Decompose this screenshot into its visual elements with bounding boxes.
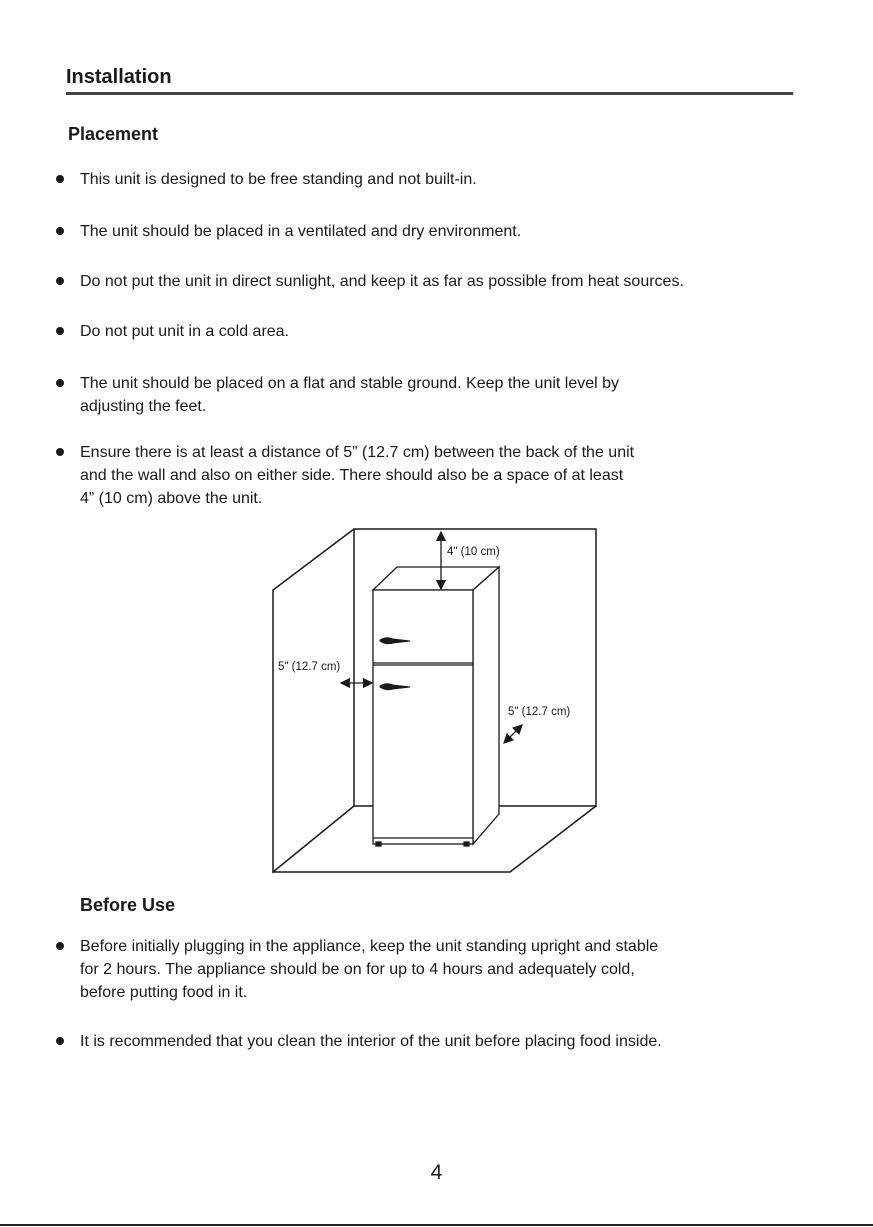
bullet-dot xyxy=(56,227,64,235)
placement-bullet-1 xyxy=(56,168,816,191)
bottom-border xyxy=(0,1224,873,1226)
foot xyxy=(376,842,381,846)
placement-bullet-5 xyxy=(56,372,816,418)
back-clearance-label: 5" (12.7 cm) xyxy=(508,706,571,718)
before-use-bullet-text: Before initially plugging in the appliance, keep the unit standing upright and stable for 2 hours. The appliance should be on for up to 4 hours and adequately cold, before putting food in it. xyxy=(80,938,659,1001)
placement-bullet-6 xyxy=(56,441,816,510)
bullet-dot xyxy=(56,448,64,456)
title-underline xyxy=(66,92,793,95)
back-clearance-arrow xyxy=(504,725,522,743)
top-clearance-label: 4" (10 cm) xyxy=(447,546,500,558)
before-use-bullet-1 xyxy=(56,935,816,1004)
placement-bullet-text: The unit should be placed on a flat and stable ground. Keep the unit level by adjusting the feet. xyxy=(80,375,620,415)
bullet-dot xyxy=(56,175,64,183)
section-title: Installation xyxy=(66,66,172,88)
bullet-dot xyxy=(56,942,64,950)
bullet-dot xyxy=(56,277,64,285)
fridge-side xyxy=(473,567,499,844)
placement-heading: Placement xyxy=(68,124,159,144)
bullet-dot xyxy=(56,379,64,387)
placement-bullet-3 xyxy=(56,270,816,293)
placement-bullet-text: Do not put unit in a cold area. xyxy=(80,323,290,340)
side-clearance-label: 5" (12.7 cm) xyxy=(278,661,341,673)
placement-bullet-text: This unit is designed to be free standing and not built-in. xyxy=(80,171,477,188)
placement-bullet-4 xyxy=(56,320,816,343)
before-use-bullet-2 xyxy=(56,1030,816,1053)
foot xyxy=(464,842,469,846)
clearance-diagram xyxy=(268,522,604,878)
placement-bullet-text: Ensure there is at least a distance of 5” (12.7 cm) between the back of the unit and the wall and also on either side. There should also be a space of at least 4” (10 cm) above the unit. xyxy=(80,444,635,507)
bullet-dot xyxy=(56,327,64,335)
before-use-heading: Before Use xyxy=(80,895,176,915)
placement-bullet-text: The unit should be placed in a ventilated and dry environment. xyxy=(80,223,522,240)
fridge-front xyxy=(373,590,473,844)
before-use-bullet-text: It is recommended that you clean the interior of the unit before placing food inside. xyxy=(80,1033,662,1050)
placement-bullet-text: Do not put the unit in direct sunlight, and keep it as far as possible from heat sources. xyxy=(80,273,684,290)
bullet-dot xyxy=(56,1037,64,1045)
placement-bullet-2 xyxy=(56,220,816,243)
page-number: 4 xyxy=(430,1161,443,1184)
left-wall xyxy=(273,529,354,872)
refrigerator xyxy=(373,567,499,846)
